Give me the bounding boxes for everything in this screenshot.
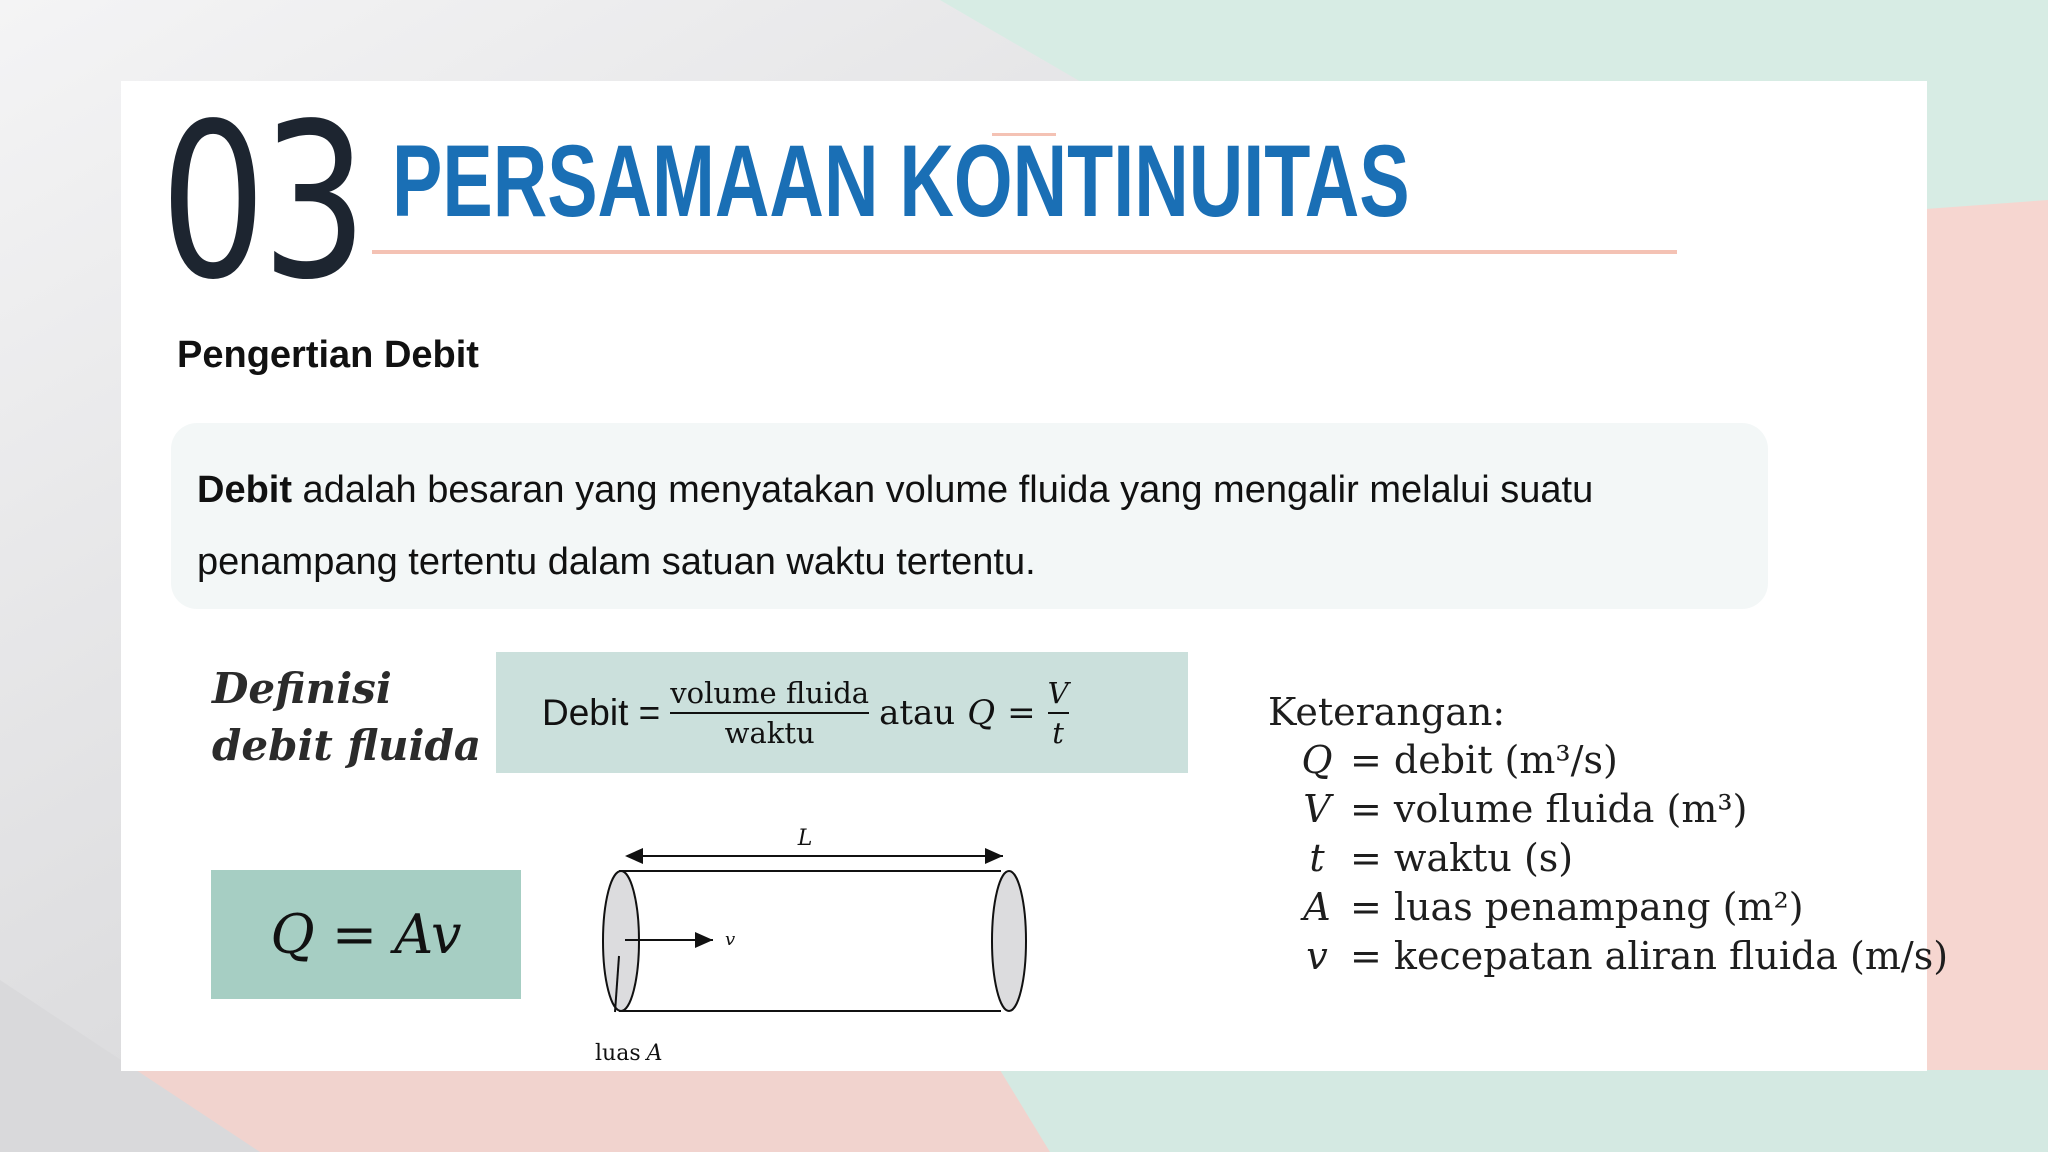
formula-num2: V [1047,675,1069,710]
side-label-line2: debit fluida [212,721,482,770]
section-number: 03 [160,78,364,327]
formula-fraction-2 [1048,674,1069,752]
area-label-prefix: luas [595,1041,641,1066]
definition-body: adalah besaran yang menyatakan volume fluida yang mengalir melalui suatu penampang tertentu dalam satuan waktu tertentu. [197,469,1594,583]
legend-desc: = luas penampang (m²) [1350,885,1804,929]
area-label-symbol: A [646,1041,663,1066]
legend-item [1268,883,1948,932]
legend-symbol: V [1303,787,1331,831]
debit-formula-box [496,652,1188,773]
slide-title: PERSAMAAN KONTINUITAS [392,124,1410,238]
area-label [595,1041,663,1066]
legend-symbol: t [1309,836,1325,880]
formula-lhs: Debit = [542,691,661,733]
legend-title: Keterangan: [1268,690,1506,734]
debit-formula [542,652,1069,773]
title-underline [372,250,1677,254]
formula-fraction [670,674,869,752]
formula-denominator: waktu [724,715,815,750]
legend-desc: = waktu (s) [1350,836,1574,880]
formula-connector: atau [879,692,956,733]
legend-symbol: Q [1301,738,1333,782]
legend-symbol: A [1303,885,1331,929]
legend [1268,688,1948,981]
q-av-formula-box [211,870,521,999]
legend-item [1268,932,1948,981]
velocity-label: v [725,929,736,950]
section-subtitle: Pengertian Debit [177,334,479,376]
pipe-right-end [992,871,1026,1011]
definition-term: Debit [197,469,292,511]
legend-item [1268,785,1948,834]
definition-side-label [212,660,481,774]
length-label: L [797,826,813,851]
legend-desc: = debit (m³/s) [1350,738,1618,782]
formula-equals: = [1007,692,1036,733]
q-av-formula: Q = Av [270,903,462,966]
side-label-line1: Definisi [212,664,392,713]
formula-den2: t [1052,715,1064,750]
legend-item [1268,736,1948,785]
legend-symbol: v [1306,934,1328,978]
legend-item [1268,834,1948,883]
pipe-diagram [585,816,1035,1071]
legend-desc: = volume fluida (m³) [1350,787,1748,831]
definition-text [197,454,1757,598]
formula-q: Q [967,692,996,733]
formula-numerator: volume fluida [670,675,870,710]
legend-desc: = kecepatan aliran fluida (m/s) [1350,934,1949,978]
